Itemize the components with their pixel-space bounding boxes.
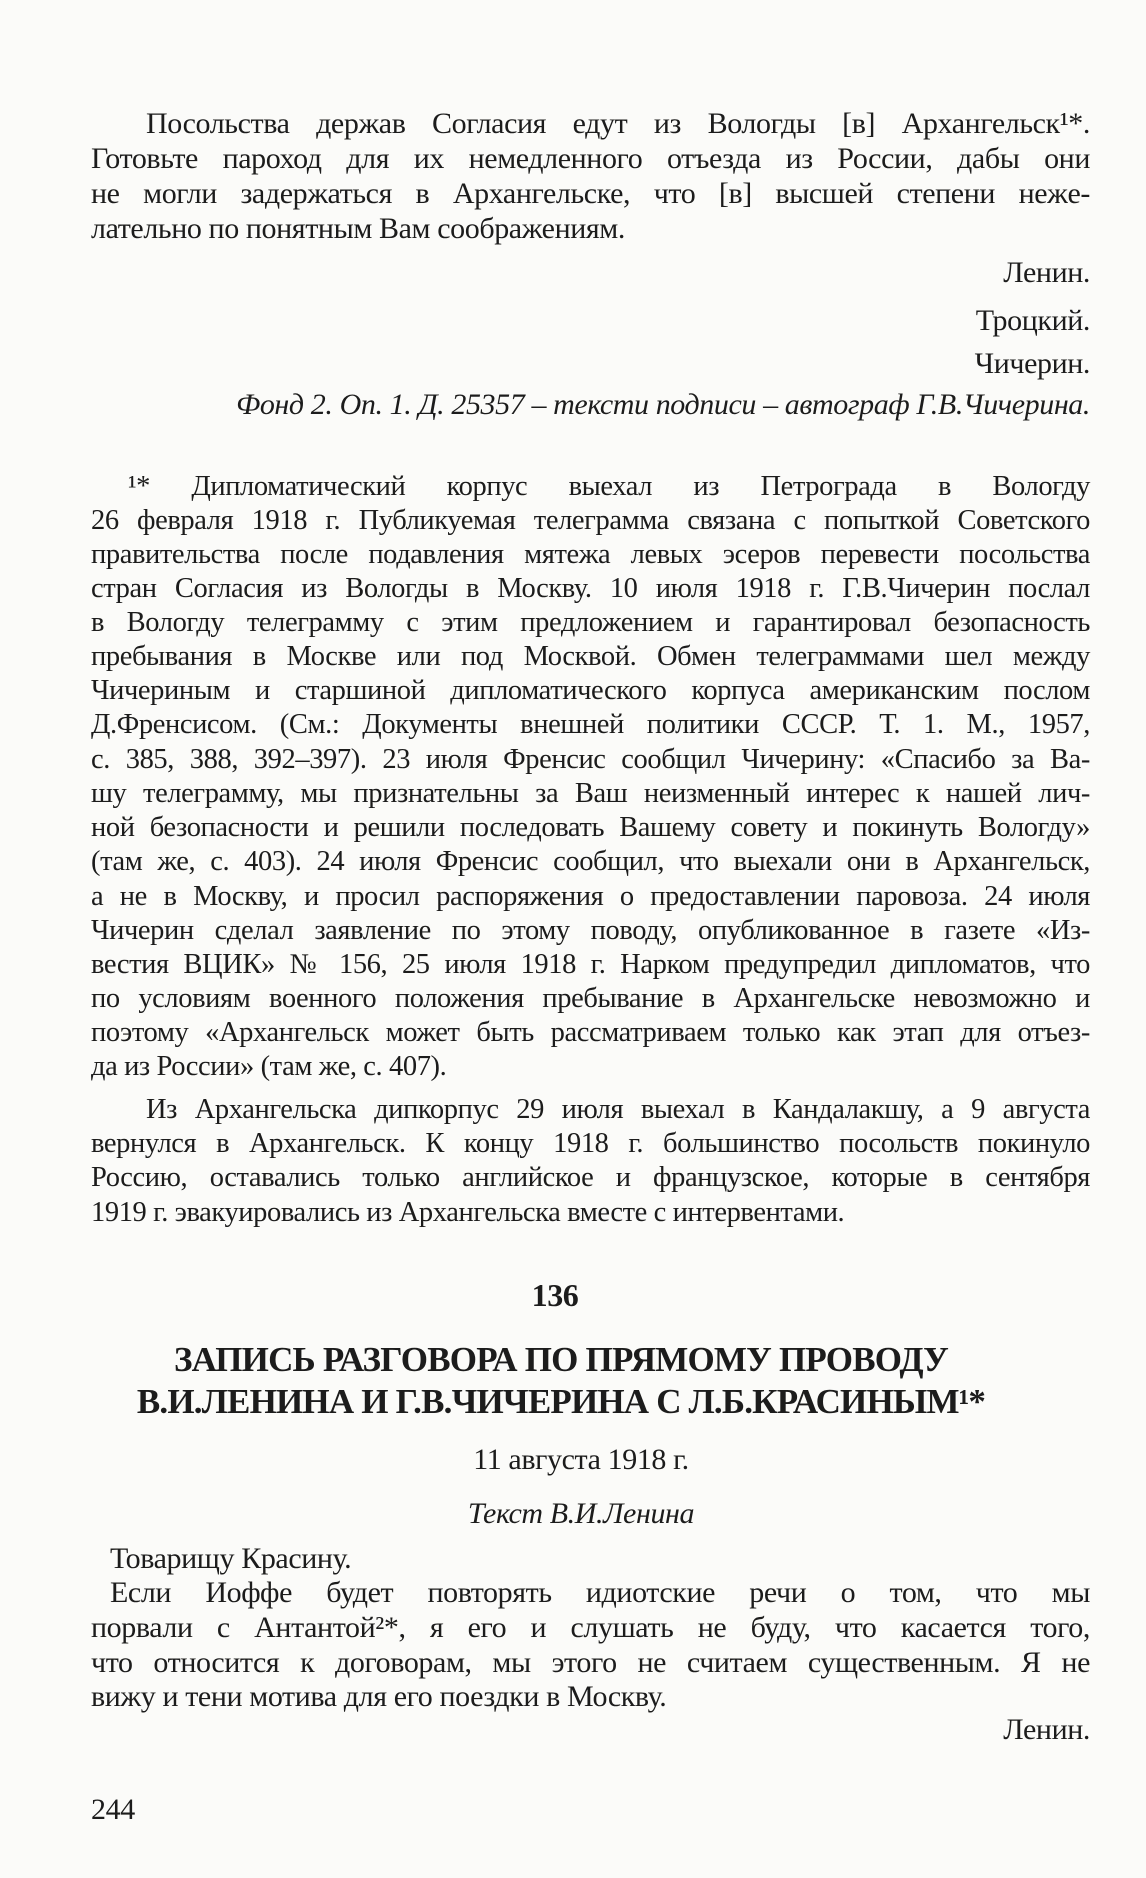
footnote-line: ной безопасности и решили последовать Вашему совету и покинуть Вологду» xyxy=(91,812,1090,843)
footnote-line: вернулся в Архангельск. К концу 1918 г. большинство посольств покинуло xyxy=(91,1128,1090,1159)
footnote-line: (там же, с. 403). 24 июля Френсис сообщил, что выехали они в Архангельск, xyxy=(91,846,1090,877)
footnote-line: шу телеграмму, мы признательны за Ваш неизменный интерес к нашей лич- xyxy=(91,778,1090,809)
document-line: Если Иоффе будет повторять идиотские речи о том, что мы xyxy=(110,1576,1090,1609)
letter-line: лательно по понятным Вам соображениям. xyxy=(91,212,625,245)
document-title: ЗАПИСЬ РАЗГОВОРА ПО ПРЯМОМУ ПРОВОДУ xyxy=(173,1340,949,1379)
letter-line: Готовьте пароход для их немедленного отъезда из России, дабы они xyxy=(91,142,1090,175)
signature: Чичерин. xyxy=(974,347,1090,380)
letter-line: Посольства держав Согласия едут из Вологды [в] Архангельск¹*. xyxy=(146,107,1090,140)
footnote-line: пребывания в Москве или под Москвой. Обмен телеграммами шел между xyxy=(91,641,1090,672)
footnote-line: поэтому «Архангельск может быть рассматриваем только как этап для отъез- xyxy=(91,1017,1090,1048)
document-line: что относится к договорам, мы этого не считаем существенным. Я не xyxy=(91,1646,1090,1679)
document-subtitle: Текст В.И.Ленина xyxy=(467,1497,695,1530)
footnote-line: по условиям военного положения пребывание в Архангельске невозможно и xyxy=(91,983,1090,1014)
footnote-line: да из России» (там же, с. 407). xyxy=(91,1051,447,1082)
footnote-line: в Вологду телеграмму с этим предложением и гарантировал безопасность xyxy=(91,607,1090,638)
document-number: 136 xyxy=(531,1277,579,1313)
footnote-line: 26 февраля 1918 г. Публикуемая телеграмма связана с попыткой Советского xyxy=(91,505,1090,536)
letter-line: не могли задержаться в Архангельске, что [в] высшей степени нежe- xyxy=(91,177,1090,210)
signature: Ленин. xyxy=(1003,256,1090,289)
footnote-line: Д.Френсисом. (См.: Документы внешней политики СССР. Т. 1. М., 1957, xyxy=(91,709,1090,740)
document-line: вижу и тени мотива для его поездки в Москву. xyxy=(91,1680,667,1713)
footnote-line: Чичериным и старшиной дипломатического корпуса американским послом xyxy=(91,675,1090,706)
page-number: 244 xyxy=(91,1793,135,1826)
footnote-line: 1919 г. эвакуировались из Архангельска вместе с интервентами. xyxy=(91,1197,845,1228)
footnote-line: правительства после подавления мятежа левых эсеров перевести посольства xyxy=(91,539,1090,570)
document-line: порвали с Антантой²*, я его и слушать не буду, что касается того, xyxy=(91,1611,1090,1644)
footnote-line: ¹* Дипломатический корпус выехал из Петрограда в Вологду xyxy=(128,471,1090,502)
footnote-line: Из Архангельска дипкорпус 29 июля выехал в Кандалакшу, а 9 августа xyxy=(146,1094,1090,1125)
footnote-line: стран Согласия из Вологды в Москву. 10 июля 1918 г. Г.В.Чичерин послал xyxy=(91,573,1090,604)
signature: Троцкий. xyxy=(975,304,1090,337)
document-title: В.И.ЛЕНИНА И Г.В.ЧИЧЕРИНА С Л.Б.КРАСИНЫМ¹* xyxy=(136,1382,986,1421)
footnote-line: с. 385, 388, 392–397). 23 июля Френсис сообщил Чичерину: «Спасибо за Ва- xyxy=(91,744,1090,775)
footnote-line: вестия ВЦИК» № 156, 25 июля 1918 г. Нарком предупредил дипломатов, что xyxy=(91,949,1090,980)
document-date: 11 августа 1918 г. xyxy=(473,1443,689,1476)
footnote-line: Чичерин сделал заявление по этому поводу, опубликованное в газете «Из- xyxy=(91,915,1090,946)
archive-source: Фонд 2. Оп. 1. Д. 25357 – тексти подписи – автограф Г.В.Чичерина. xyxy=(236,388,1090,421)
salutation: Товарищу Красину. xyxy=(110,1542,352,1575)
footnote-line: а не в Москву, и просил распоряжения о предоставлении паровоза. 24 июля xyxy=(91,881,1090,912)
footnote-line: Россию, оставались только английское и французское, которые в сентября xyxy=(91,1162,1090,1193)
document-signature: Ленин. xyxy=(1003,1713,1090,1746)
